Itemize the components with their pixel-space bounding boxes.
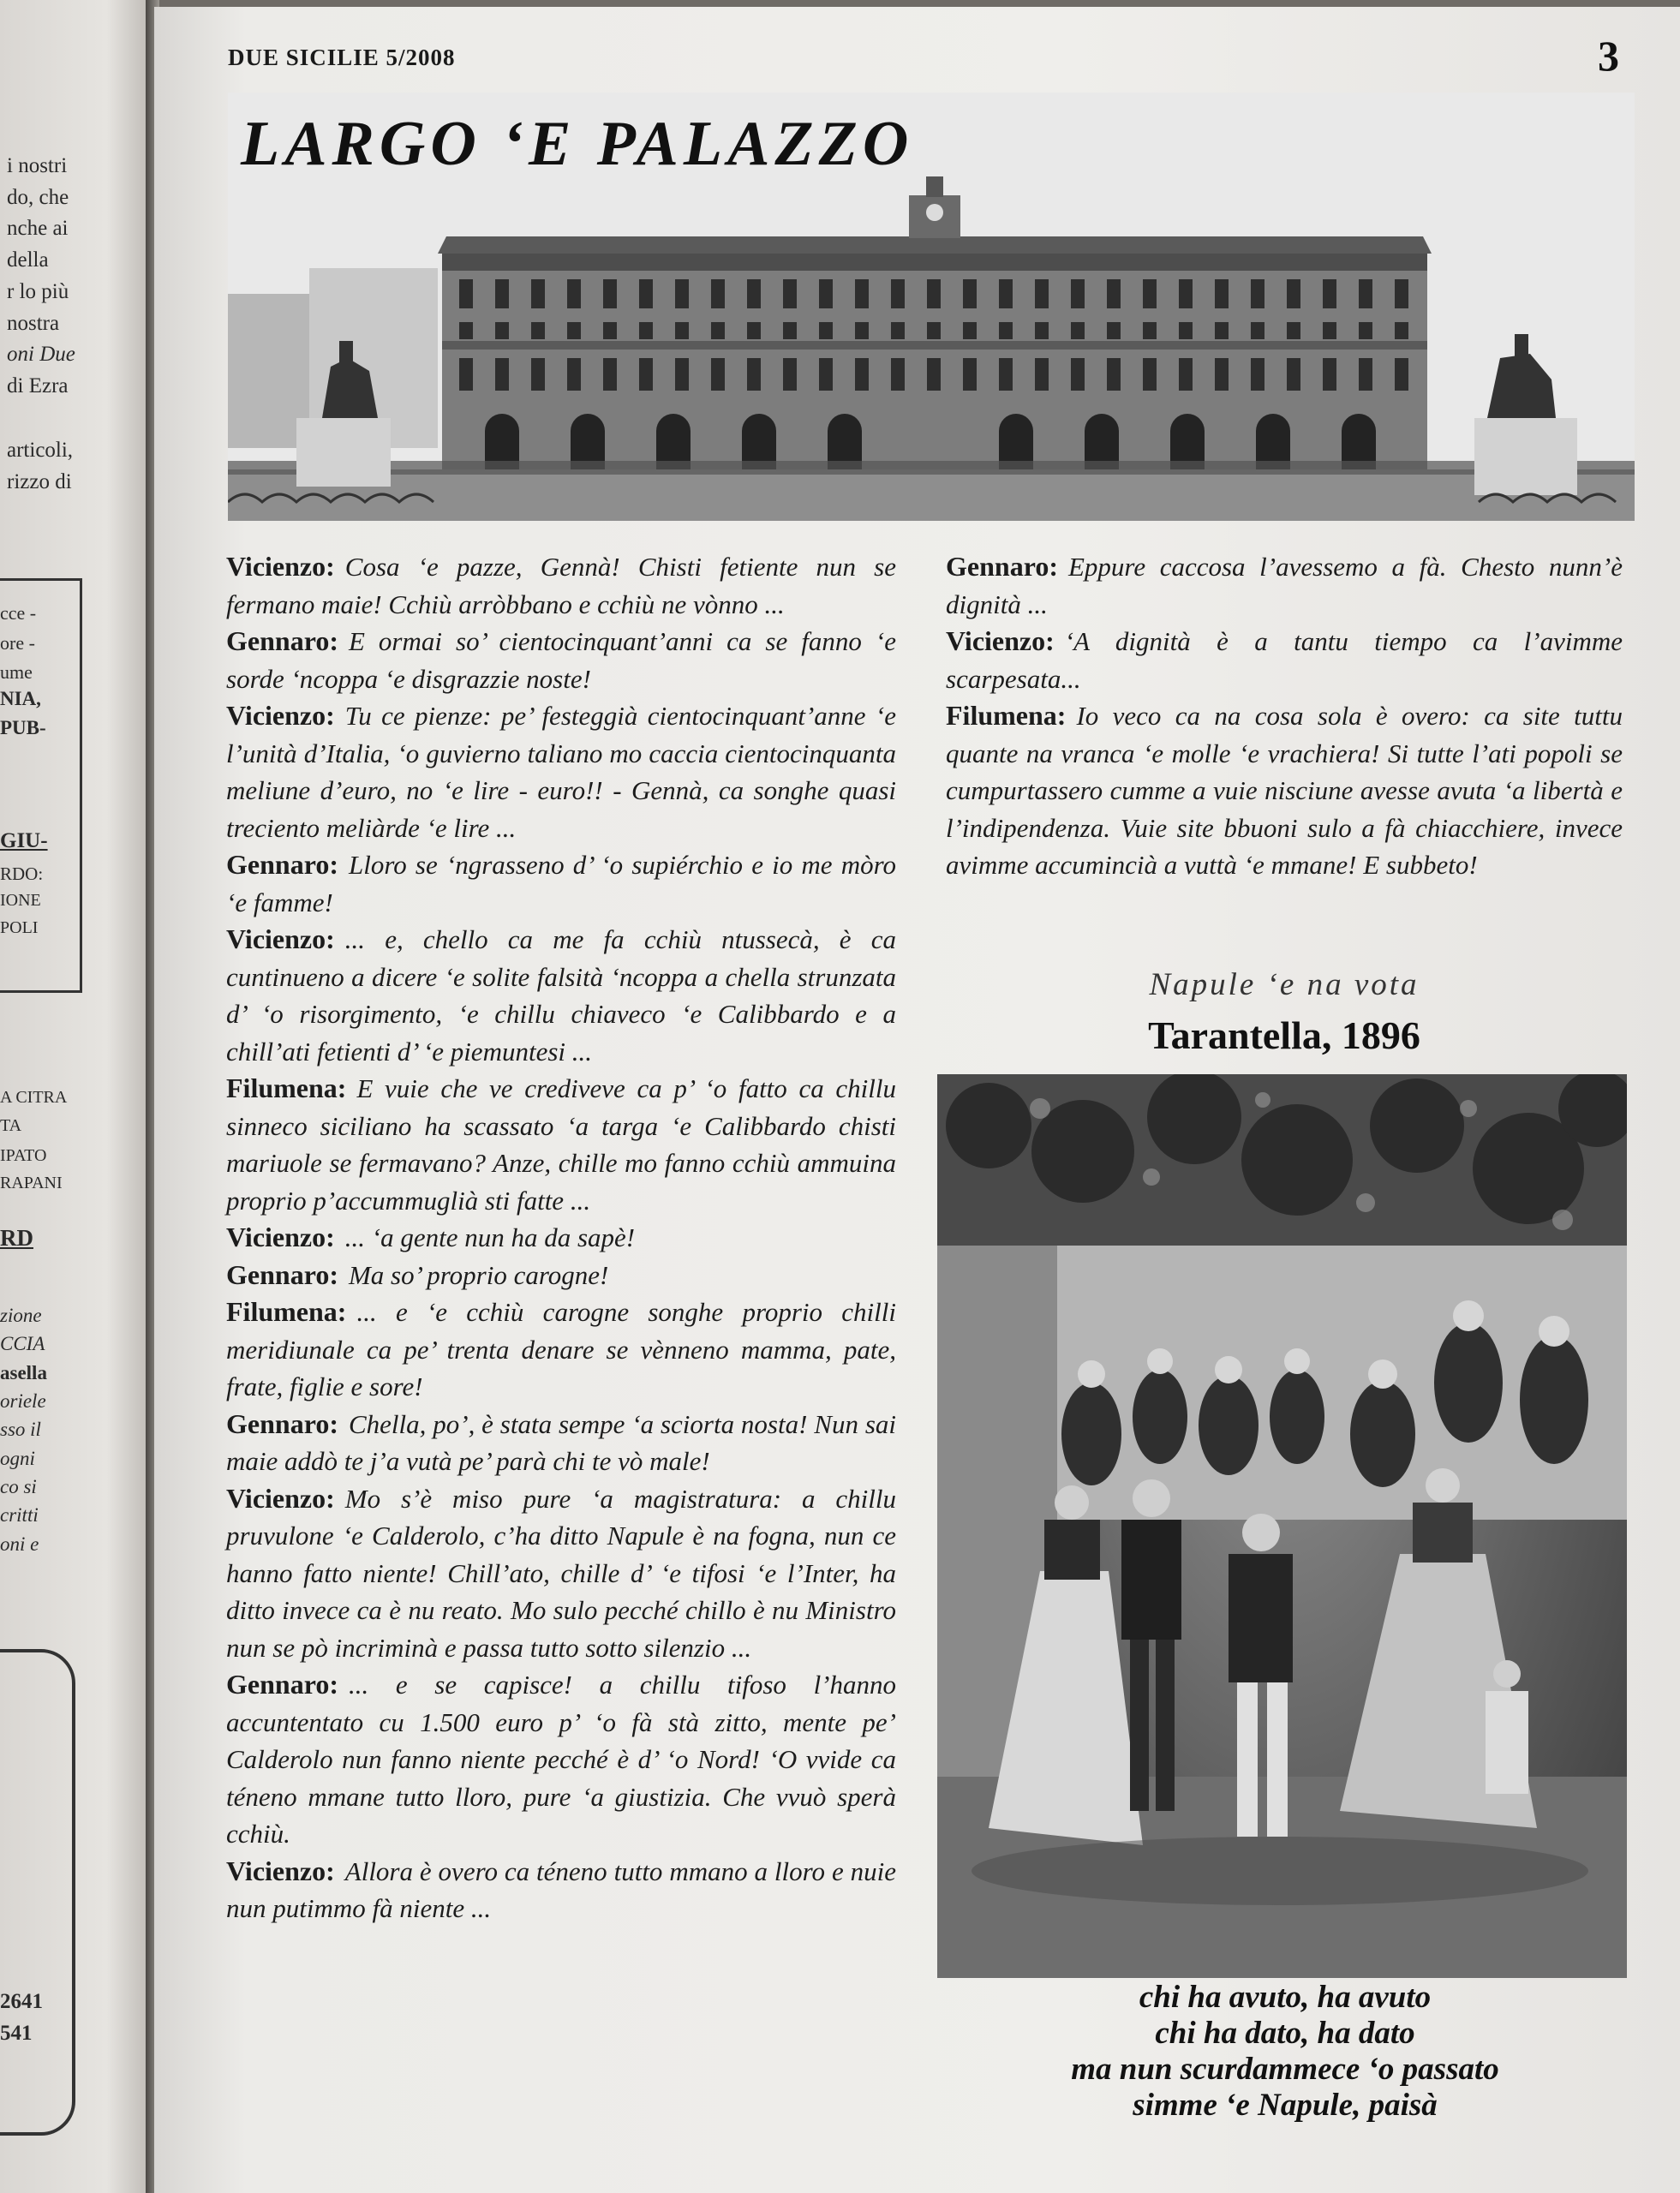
caption-line: chi ha avuto, ha avuto: [1139, 1980, 1432, 2015]
speaker-name: Gennaro:: [226, 1258, 338, 1290]
tarantella-photo: [937, 1074, 1627, 1978]
prev-page-fragment: 541: [0, 2022, 33, 2045]
dialogue-line: [946, 623, 1623, 697]
prev-page-fragment: oni Due: [7, 343, 75, 366]
speaker-name: Filumena:: [226, 1296, 347, 1327]
caption-line: simme ‘e Napule, paisà: [1133, 2088, 1438, 2123]
prev-page-fragment: A CITRA: [0, 1088, 68, 1107]
prev-page-fragment: rizzo di: [7, 470, 72, 493]
speaker-name: Gennaro:: [226, 625, 338, 656]
prev-page-oval-frame: [0, 1649, 75, 2136]
dialogue-line: [226, 1406, 896, 1480]
prev-page-fragment: RD: [0, 1225, 33, 1251]
caption-line: ma nun scurdammece ‘o passato: [1071, 2052, 1499, 2087]
dialogue-line: [226, 1666, 896, 1853]
prev-page-fragment: di Ezra: [7, 374, 69, 397]
prev-page-fragment: PUB-: [0, 717, 46, 738]
dialogue-line: [226, 1070, 896, 1219]
speaker-name: Vicienzo:: [226, 1855, 335, 1886]
prev-page-fragment: articoli,: [7, 439, 74, 462]
prev-page-fragment: sso il: [0, 1419, 41, 1440]
prev-page-fragment: critti: [0, 1504, 39, 1526]
speech-text: E ormai so’ cientocinquant’anni ca se fanno ‘e sorde ‘ncoppa ‘e disgrazzie noste!: [226, 626, 896, 694]
dialogue-line: [946, 548, 1623, 623]
prev-page-fragment: RDO:: [0, 863, 44, 884]
speaker-name: Vicienzo:: [226, 1482, 335, 1514]
speech-text: Tu ce pienze: pe’ festeggià cientocinquant’anne ‘e l’unità d’Italia, ‘o guvierno taliano mo caccia cientocinquanta meliune d’euro, no ‘e lire - euro!! - Gennà, ca songhe quasi treciento meliàrde ‘e lire ...: [226, 701, 896, 843]
prev-page-fragment: RAPANI: [0, 1174, 63, 1192]
prev-page-fragment: i nostri: [7, 154, 68, 177]
prev-page-fragment: IPATO: [0, 1146, 47, 1165]
speech-text: Lloro se ‘ngrasseno d’ ‘o supiérchio e io me mòro ‘e famme!: [226, 850, 896, 917]
speaker-name: Vicienzo:: [946, 625, 1055, 656]
speech-text: ... e ‘e cchiù carogne songhe proprio chilli meridiunale ca pe’ trenta denare se vènneno mamma, pate, frate, figlie e sore!: [226, 1297, 896, 1401]
prev-page-fragment: GIU-: [0, 829, 48, 852]
speaker-name: Vicienzo:: [226, 923, 335, 954]
banner-photo-palazzo-reale: [228, 93, 1635, 521]
speaker-name: Filumena:: [226, 1073, 347, 1103]
prev-page-fragment: nche ai: [7, 217, 69, 240]
prev-page-fragment: oriele: [0, 1390, 46, 1412]
prev-page-fragment: zione: [0, 1305, 42, 1326]
dialogue-line: [226, 1294, 896, 1406]
prev-page-fragment: r lo più: [7, 280, 69, 303]
dialogue-line: [226, 548, 896, 623]
dialogue-line: [226, 623, 896, 697]
speech-text: Mo s’è miso pure ‘a magistratura: a chillu pruvulone ‘e Calderolo, c’ha ditto Napule è na fogna, nun ce hanno fatto niente! Chill’ato, chille d’ ‘e tifosi ‘e l’Inter, ha ditto invece ca è nu reato. Mo sulo pecché chillo è nu Ministro nun se pò incriminà e passa tutto sotto silenzio ...: [226, 1483, 896, 1663]
speech-text: ... e, chello ca me fa cchiù ntussecà, è ca cuntinueno a dicere ‘e solite falsità ‘ncoppa a chella strunzata d’ ‘o risorgimento, ‘e chillu chiaveco ‘e Calibbardo e a chill’ati fetienti d’ ‘e piemuntesi ...: [226, 924, 896, 1067]
prev-page-fragment: ore -: [0, 632, 35, 654]
speaker-name: Gennaro:: [226, 849, 338, 880]
dialogue-line: [226, 1257, 896, 1294]
prev-page-fragment: asella: [0, 1362, 47, 1383]
speech-text: ... e se capisce! a chillu tifoso l’hanno accuntentato cu 1.500 euro p’ ‘o fà stà zitto, mente pe’ Calderolo nun fanno niente pecché è d’ ‘o Nord! ‘O vvide ca téneno mmane tutto lloro, pure ‘a giustizia. Che vvuò sperà cchiù.: [226, 1670, 896, 1849]
prev-page-fragment: TA: [0, 1116, 22, 1135]
prev-page-fragment: co si: [0, 1476, 37, 1497]
prev-page-fragment: POLI: [0, 918, 39, 937]
dialogue-line: [226, 1480, 896, 1667]
dialogue-line: [946, 697, 1623, 884]
photo-kicker: Napule ‘e na vota: [1149, 967, 1420, 1002]
speech-text: Chella, po’, è stata sempe ‘a sciorta nosta! Nun sai maie addò te j’a vutà pe’ parà chi te vò male!: [226, 1408, 896, 1476]
speech-text: Ma so’ proprio carogne!: [348, 1259, 609, 1290]
prev-page-fragment: 2641: [0, 1990, 43, 2013]
dialogue-line: [226, 846, 896, 921]
speaker-name: Vicienzo:: [226, 551, 335, 582]
photo-caption: [942, 1980, 1628, 2124]
speaker-name: Filumena:: [946, 700, 1067, 731]
tarantella-dancers-illustration: [937, 1074, 1627, 1978]
dialogue-line: [226, 1853, 896, 1927]
page-number: 3: [1598, 32, 1619, 80]
prev-page-fragment: oni e: [0, 1533, 39, 1555]
prev-page-fragment: cce -: [0, 602, 37, 624]
speech-text: ... ‘a gente nun ha da sapè!: [344, 1222, 636, 1252]
magazine-page: [154, 7, 1680, 2193]
prev-page-fragment: CCIA: [0, 1333, 45, 1354]
dialogue-line: [226, 1219, 896, 1257]
banner-title: LARGO ‘E PALAZZO: [241, 109, 914, 179]
speaker-name: Gennaro:: [946, 551, 1058, 582]
prev-page-fragment: NIA,: [0, 688, 41, 709]
prev-page-fragment: nostra: [7, 312, 60, 335]
speech-text: ‘A dignità è a tantu tiempo ca l’avimme scarpesata...: [946, 626, 1623, 694]
speaker-name: Vicienzo:: [226, 700, 335, 731]
dialogue-line: [226, 697, 896, 846]
dialogue-column-left: [226, 548, 896, 1927]
speaker-name: Gennaro:: [226, 1669, 338, 1700]
speaker-name: Vicienzo:: [226, 1222, 335, 1252]
prev-page-fragment: ume: [0, 661, 33, 683]
speaker-name: Gennaro:: [226, 1407, 338, 1439]
prev-page-fragment: IONE: [0, 891, 41, 910]
speech-text: Cosa ‘e pazze, Gennà! Chisti fetiente nun se fermano maie! Cchiù arròbbano e cchiù ne vònno ...: [226, 552, 896, 619]
caption-line: chi ha dato, ha dato: [1155, 2016, 1415, 2051]
speech-text: Allora è overo ca téneno tutto mmano a lloro e nuie nun putimmo fà niente ...: [226, 1855, 896, 1923]
photo-title: Tarantella, 1896: [1148, 1013, 1420, 1057]
speech-text: Eppure caccosa l’avessemo a fà. Chesto nunn’è dignità ...: [946, 552, 1623, 619]
publication-header: DUE SICILIE 5/2008: [228, 45, 456, 70]
prev-page-fragment: della: [7, 248, 49, 272]
previous-page-edge: [0, 0, 152, 2193]
dialogue-column-right: [946, 548, 1623, 884]
prev-page-fragment: ogni: [0, 1448, 35, 1469]
dialogue-line: [226, 921, 896, 1070]
prev-page-fragment: do, che: [7, 186, 69, 209]
speech-text: Io veco ca na cosa sola è overo: ca site tuttu quante na vranca ‘e molle ‘e vrachiera! Si tutte l’ati popoli se cumpurtassero cumme a vuie nisciune avesse avuta ‘a libertà e l’indipendenza. Vuie site bbuoni sulo a fà chiacchiere, invece avimme accumincià a vuttà ‘e mmane! E subbeto!: [946, 701, 1623, 880]
speech-text: E vuie che ve crediveve ca p’ ‘o fatto ca chillu sinneco siciliano ha scassato ‘a targa ‘e Calibbardo chisti mariuole se fermavano? Anze, chille mo fanno cchiù ammuina proprio p’accummuglià sti fatte ...: [226, 1073, 896, 1216]
